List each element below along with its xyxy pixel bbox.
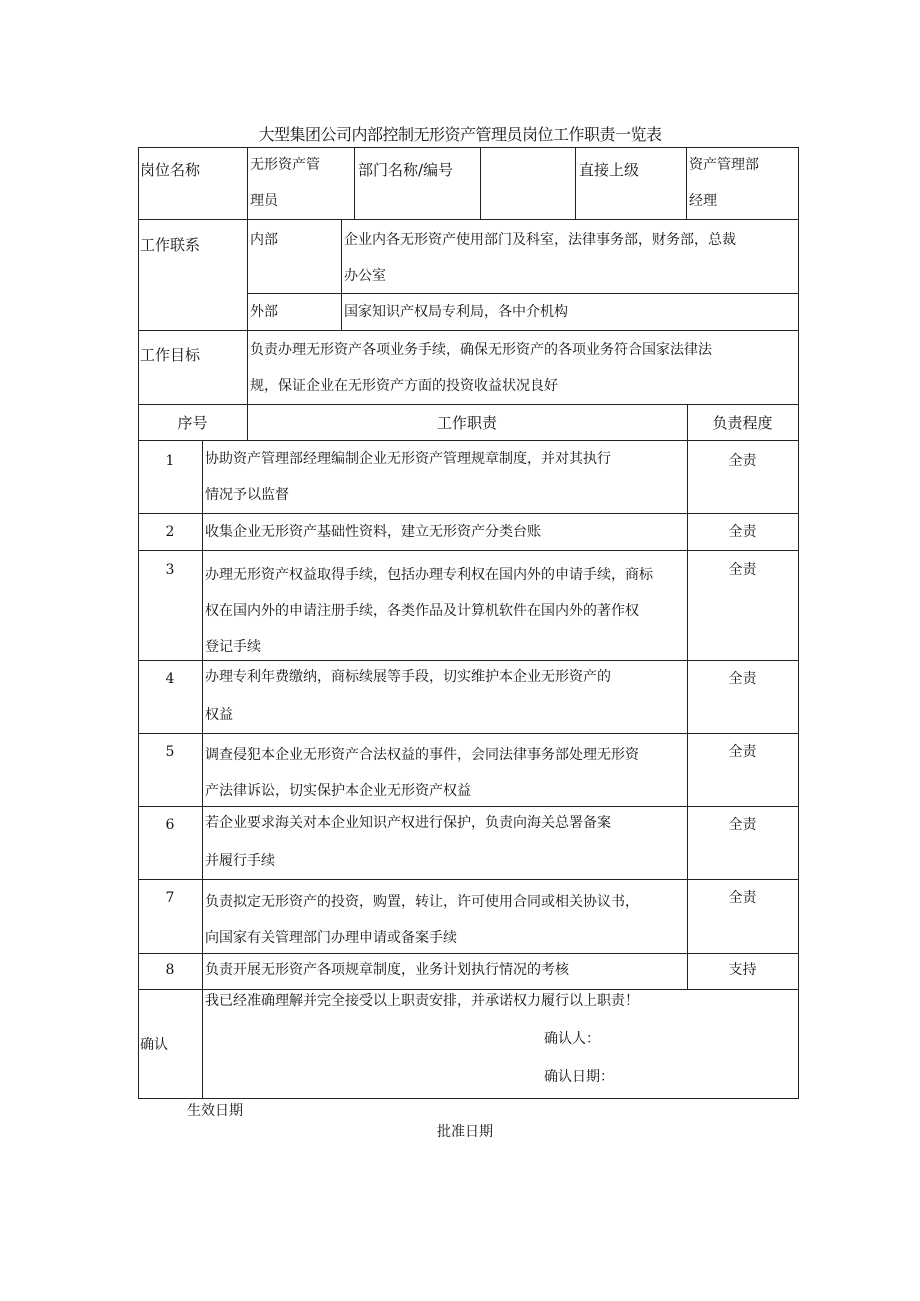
row-level: 全责 — [728, 562, 757, 578]
contacts-label: 工作联系 — [140, 236, 201, 254]
approval-date-label: 批准日期 — [437, 1124, 493, 1140]
row-no: 8 — [165, 962, 175, 978]
row-duty-line: 办理专利年费缴纳，商标续展等手段，切实维护本企业无形资产的 — [205, 669, 611, 685]
row-duty-line: 登记手续 — [205, 639, 261, 655]
row-duty-line: 协助资产管理部经理编制企业无形资产管理规章制度，并对其执行 — [205, 451, 611, 467]
row-no: 4 — [165, 671, 175, 687]
row-no: 1 — [165, 453, 175, 469]
row-duty-line: 权益 — [205, 707, 233, 723]
confirm-date-label: 确认日期： — [544, 1069, 614, 1085]
row-duty-line: 若企业要求海关对本企业知识产权进行保护，负责向海关总署备案 — [205, 815, 611, 831]
goal-value-line1: 负责办理无形资产各项业务手续，确保无形资产的各项业务符合国家法律法 — [250, 342, 712, 358]
row-level: 全责 — [728, 817, 757, 833]
row-level: 全责 — [728, 744, 757, 760]
row-level: 全责 — [728, 453, 757, 469]
internal-value-line1: 企业内各无形资产使用部门及科室，法律事务部，财务部，总裁 — [344, 232, 736, 248]
row-duty-line: 向国家有关管理部门办理申请或备案手续 — [205, 930, 457, 946]
confirm-statement: 我已经准确理解并完全接受以上职责安排，并承诺权力履行以上职责！ — [205, 993, 639, 1009]
row-level: 全责 — [728, 890, 757, 906]
post-name-value-line1: 无形资产管 — [250, 157, 320, 173]
superior-value-line2: 经理 — [689, 193, 717, 209]
row-duty-line: 负责拟定无形资产的投资，购置，转让，许可使用合同或相关协议书， — [205, 894, 639, 910]
column-header-no: 序号 — [177, 414, 208, 432]
confirm-person-label: 确认人： — [544, 1031, 600, 1047]
column-header-level: 负责程度 — [712, 414, 773, 432]
internal-value-line2: 办公室 — [344, 268, 386, 284]
row-level: 支持 — [728, 962, 757, 978]
row-duty-line: 调查侵犯本企业无形资产合法权益的事件，会同法律事务部处理无形资 — [205, 747, 639, 763]
dept-label: 部门名称/编号 — [358, 161, 454, 179]
row-duty-line: 情况予以监督 — [205, 487, 289, 503]
row-level: 全责 — [728, 671, 757, 687]
row-no: 6 — [165, 817, 175, 833]
row-duty-line: 收集企业无形资产基础性资料，建立无形资产分类台账 — [205, 524, 541, 540]
row-duty-line: 权在国内外的申请注册手续，各类作品及计算机软件在国内外的著作权 — [205, 603, 639, 619]
goal-label: 工作目标 — [140, 346, 201, 364]
goal-value-line2: 规，保证企业在无形资产方面的投资收益状况良好 — [250, 378, 558, 394]
row-no: 7 — [165, 890, 175, 906]
column-header-duty: 工作职责 — [436, 414, 497, 432]
superior-value-line1: 资产管理部 — [689, 157, 759, 173]
row-duty-line: 并履行手续 — [205, 853, 275, 869]
row-duty-line: 负责开展无形资产各项规章制度，业务计划执行情况的考核 — [205, 962, 569, 978]
internal-label: 内部 — [250, 232, 278, 248]
row-duty-line: 产法律诉讼，切实保护本企业无形资产权益 — [205, 783, 471, 799]
confirm-label: 确认 — [140, 1037, 168, 1053]
post-name-label: 岗位名称 — [140, 161, 201, 179]
superior-label: 直接上级 — [579, 161, 640, 179]
row-no: 2 — [165, 524, 175, 540]
row-level: 全责 — [728, 524, 757, 540]
external-value: 国家知识产权局专利局，各中介机构 — [344, 304, 568, 320]
post-name-value-line2: 理员 — [250, 193, 278, 209]
effective-date-label: 生效日期 — [187, 1103, 243, 1119]
row-duty-line: 办理无形资产权益取得手续，包括办理专利权在国内外的申请手续，商标 — [205, 567, 653, 583]
row-no: 3 — [165, 562, 175, 578]
external-label: 外部 — [250, 304, 278, 320]
document-title: 大型集团公司内部控制无形资产管理员岗位工作职责一览表 — [258, 125, 662, 144]
row-no: 5 — [165, 744, 175, 760]
